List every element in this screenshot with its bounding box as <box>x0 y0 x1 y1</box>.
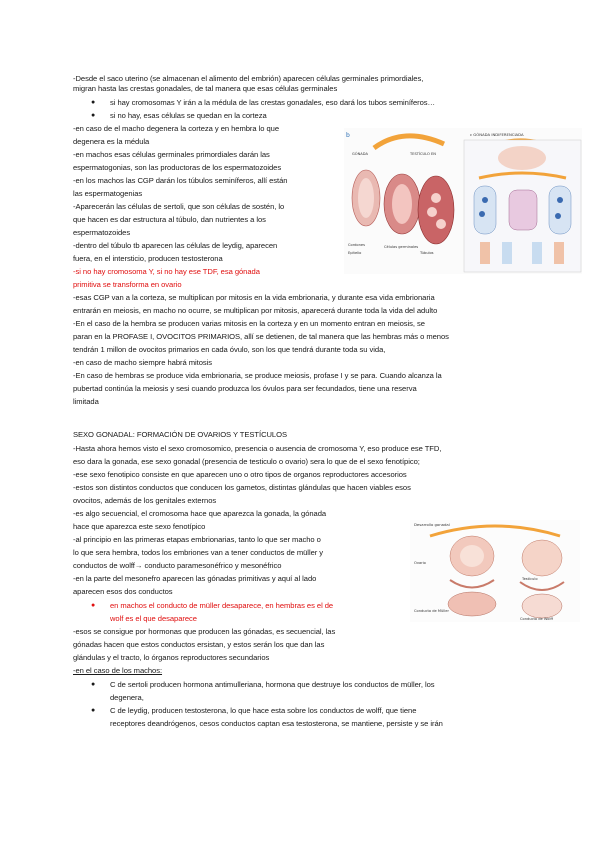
text-line: las espermatogenias <box>73 189 143 198</box>
bullet-icon: ● <box>91 681 96 688</box>
text-line: migran hasta las crestas gonadales, de tal manera que esas células germinales <box>73 84 338 93</box>
text-line: -en el caso de los machos: <box>73 666 163 675</box>
figure-label: Epitelio <box>348 251 362 255</box>
text-line: lo que sera hembra, todos los embriones van a tener conductos de müller y <box>73 548 324 557</box>
bullet-icon: ● <box>91 112 96 119</box>
text-line: receptores deandrógenos, cesos conductos captan esa testosterona, se mantiene, persiste y se irán <box>110 719 443 728</box>
text-line-highlight: en machos el conducto de müller desaparece, en hembras es el de <box>110 601 334 610</box>
bullet-icon: ● <box>91 602 96 609</box>
text-line: -En el caso de la hembra se producen varias mitosis en la corteza y en un momento entran en meiosis, se <box>73 319 425 328</box>
text-line: -ese sexo fenotipico consiste en que aparecen uno o otro tipos de organos reproductores accesorios <box>73 470 407 479</box>
text-line: -en los machos las CGP darán los túbulos seminíferos, allí están <box>73 176 288 185</box>
text-line-highlight: wolf es el que desaparece <box>110 614 197 623</box>
text-line: -En caso de hembras se produce vida embrionaria, se produce meiosis, profase I y se para. Cuando alcanza la <box>73 371 442 380</box>
figure-label: GÓNADA <box>352 152 368 156</box>
text-line: pubertad continúa la meiosis y sesi cuando produzca los óvulos para ser fecundados, tiene una reserva <box>73 384 417 393</box>
gonad-diagram-icon <box>344 128 582 274</box>
figure-label: Cordones <box>348 243 365 247</box>
text-line: -es algo secuencial, el cromosoma hace que aparezca la gonada, la gónada <box>73 509 327 518</box>
text-line: eso dara la gonada, ese sexo gonadal (presencia de testiculo o ovario) sera lo que de el sexo fenotípico; <box>73 457 420 466</box>
text-line: aparecen esos dos conductos <box>73 587 173 596</box>
text-line-highlight: -si no hay cromosoma Y, si no hay ese TDF, esa gónada <box>73 267 260 276</box>
text-line: -en caso de macho siempre habrá mitosis <box>73 358 213 367</box>
text-line: tendrán 1 millon de ovocitos primarios en cada óvulo, son los que tendrá durante toda su vida, <box>73 345 386 354</box>
text-line: fuera, en el intersticio, producen testosterona <box>73 254 223 263</box>
figure-label: Ovario <box>414 561 426 565</box>
text-line: -Desde el saco uterino (se almacenan el alimento del embrión) aparecen células germinales primordiales, <box>73 74 424 83</box>
text-line: -estos son distintos conductos que conducen los gametos, distintas glándulas que hacen viables esos <box>73 483 411 492</box>
figure-caption: Desarrollo gonadal <box>414 522 450 527</box>
text-line: -en la parte del mesonefro aparecen las gónadas primitivas y aquí al lado <box>73 574 317 583</box>
bullet-icon: ● <box>91 707 96 714</box>
text-line: hace que aparezca este sexo fenotípico <box>73 522 206 531</box>
text-line: limitada <box>73 397 99 406</box>
text-line: si no hay, esas células se quedan en la corteza <box>110 111 267 120</box>
text-line: C de leydig, producen testosterona, lo que hace esta sobre los conductos de wolff, que tiene <box>110 706 417 715</box>
figure-caption-right: c GÓNADA INDIFERENCIADA <box>470 132 524 137</box>
text-line: -esas CGP van a la corteza, se multiplican por mitosis en la vida embrionaria, y durante esa vida embrionaria <box>73 293 435 302</box>
text-line: entrarán en meiosis, en macho no ocurre, se multiplican por mitosis, aparecerá durante toda la vida del adulto <box>73 306 438 315</box>
duct-diagram-figure <box>410 520 580 622</box>
gonad-diagram-figure <box>344 128 582 274</box>
figure-label: Testículo <box>522 577 538 581</box>
text-line: espermatogonias, son las productoras de los espermatozoides <box>73 163 282 172</box>
section-heading: SEXO GONADAL: FORMACIÓN DE OVARIOS Y TESTÍCULOS <box>73 430 287 439</box>
figure-label: Túbulos <box>420 251 434 255</box>
text-line: -esos se consigue por hormonas que producen las gónadas, es secuencial, las <box>73 627 336 636</box>
figure-caption-left: b <box>346 132 350 139</box>
text-line: degenera es la médula <box>73 137 150 146</box>
figure-label: Células germinales <box>384 245 419 249</box>
figure-label: Conducto de Wolff <box>520 617 553 621</box>
text-line: -dentro del túbulo tb aparecen las células de leydig, aparecen <box>73 241 278 250</box>
duct-diagram-icon <box>410 520 580 622</box>
text-line-highlight: primitiva se transforma en ovario <box>73 280 182 289</box>
text-line: -en machos esas células germinales primordiales darán las <box>73 150 270 159</box>
text-line: -en caso de el macho degenera la corteza y en hembra lo que <box>73 124 280 133</box>
text-line: C de sertoli producen hormona antimulleriana, hormona que destruye los conductos de müller, los <box>110 680 435 689</box>
text-line: si hay cromosomas Y irán a la médula de las crestas gonadales, eso dará los tubos seminíferos… <box>110 98 436 107</box>
text-line: glándulas y el tracto, lo órganos reproductores secundarios <box>73 653 270 662</box>
figure-label: Conducto de Müller <box>414 609 449 613</box>
text-line: paran en la PROFASE I, OVOCITOS PRIMARIOS, allí se detienen, de tal manera que las hembras más o menos <box>73 332 449 341</box>
text-line: ovocitos, además de los genitales externos <box>73 496 217 505</box>
text-line: -Hasta ahora hemos visto el sexo cromosomico, presencia o ausencia de cromosoma Y, eso produce ese TFD, <box>73 444 442 453</box>
text-line: degenera, <box>110 693 144 702</box>
bullet-icon: ● <box>91 99 96 106</box>
text-line: gónadas hacen que estos conductos ersistan, y estos serán los que dan las <box>73 640 325 649</box>
text-line: conductos de wolff→ conducto paramesonéfrico y mesonéfrico <box>73 561 282 570</box>
figure-label: TESTÍCULO EN <box>410 152 436 156</box>
text-line: -al principio en las primeras etapas embrionarias, tanto lo que ser macho o <box>73 535 321 544</box>
text-line: -Aparecerán las células de sertoli, que son células de sostén, lo <box>73 202 285 211</box>
text-line: que hacen es dar estructura al túbulo, dan nutrientes a los <box>73 215 266 224</box>
text-line: espermatozoides <box>73 228 131 237</box>
